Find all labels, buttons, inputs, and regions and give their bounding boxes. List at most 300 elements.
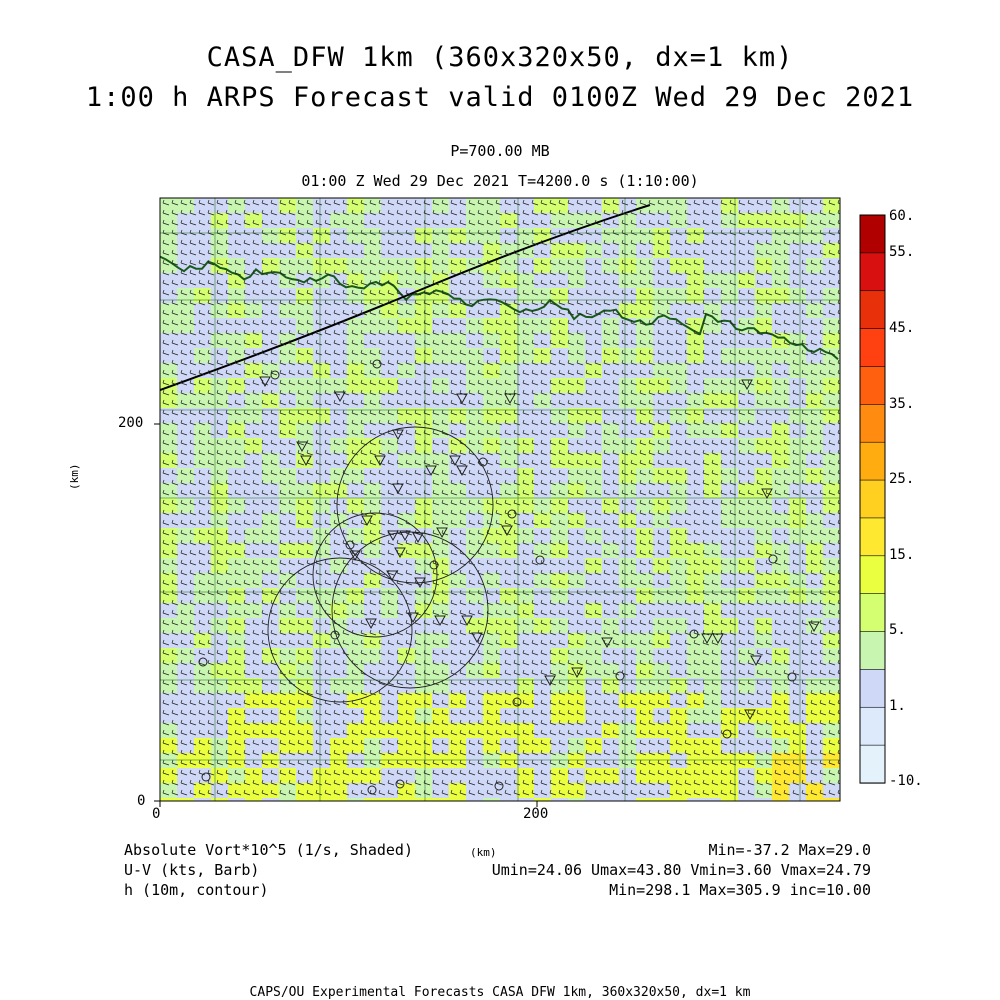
vorticity-cell <box>160 438 178 454</box>
vorticity-cell <box>415 798 433 814</box>
vorticity-cell <box>228 723 246 739</box>
vorticity-cell <box>160 708 178 724</box>
vorticity-cell <box>279 798 297 814</box>
vorticity-cell <box>772 438 790 454</box>
vorticity-cell <box>483 528 501 544</box>
vorticity-cell <box>330 498 348 514</box>
vorticity-cell <box>738 363 756 379</box>
vorticity-cell <box>636 618 654 634</box>
vorticity-cell <box>432 303 450 319</box>
vorticity-cell <box>432 633 450 649</box>
vorticity-cell <box>177 348 195 364</box>
vorticity-cell <box>211 648 229 664</box>
vorticity-cell <box>585 558 603 574</box>
vorticity-cell <box>687 693 705 709</box>
vorticity-cell <box>177 273 195 289</box>
vorticity-cell <box>483 333 501 349</box>
vorticity-cell <box>619 228 637 244</box>
vorticity-cell <box>177 558 195 574</box>
vorticity-cell <box>330 648 348 664</box>
vorticity-cell <box>211 273 229 289</box>
vorticity-cell <box>687 618 705 634</box>
vorticity-cell <box>296 798 314 814</box>
vorticity-cell <box>687 228 705 244</box>
vorticity-cell <box>619 393 637 409</box>
vorticity-cell <box>670 453 688 469</box>
vorticity-cell <box>381 723 399 739</box>
vorticity-cell <box>177 603 195 619</box>
vorticity-cell <box>228 573 246 589</box>
vorticity-cell <box>585 273 603 289</box>
vorticity-cell <box>483 438 501 454</box>
vorticity-cell <box>687 648 705 664</box>
vorticity-cell <box>211 543 229 559</box>
vorticity-cell <box>670 723 688 739</box>
vorticity-cell <box>364 783 382 799</box>
vorticity-cell <box>381 288 399 304</box>
vorticity-cell <box>381 693 399 709</box>
vorticity-cell <box>636 438 654 454</box>
vorticity-cell <box>483 558 501 574</box>
vorticity-cell <box>738 273 756 289</box>
vorticity-cell <box>177 303 195 319</box>
vorticity-cell <box>211 348 229 364</box>
vorticity-cell <box>279 363 297 379</box>
vorticity-cell <box>568 198 586 214</box>
vorticity-cell <box>687 603 705 619</box>
vorticity-cell <box>466 753 484 769</box>
vorticity-cell <box>483 783 501 799</box>
vorticity-cell <box>585 753 603 769</box>
vorticity-cell <box>262 768 280 784</box>
vorticity-cell <box>772 363 790 379</box>
vorticity-cell <box>585 198 603 214</box>
vorticity-cell <box>755 798 773 814</box>
vorticity-cell <box>211 603 229 619</box>
vorticity-cell <box>585 603 603 619</box>
vorticity-cell <box>619 273 637 289</box>
vorticity-cell <box>534 363 552 379</box>
vorticity-cell <box>670 198 688 214</box>
vorticity-cell <box>585 363 603 379</box>
vorticity-cell <box>772 378 790 394</box>
vorticity-cell <box>228 648 246 664</box>
vorticity-cell <box>772 573 790 589</box>
vorticity-cell <box>636 333 654 349</box>
vorticity-cell <box>772 693 790 709</box>
vorticity-cell <box>381 258 399 274</box>
vorticity-cell <box>585 513 603 529</box>
vorticity-cell <box>381 618 399 634</box>
vorticity-cell <box>364 438 382 454</box>
vorticity-cell <box>789 198 807 214</box>
vorticity-cell <box>313 798 331 814</box>
vorticity-cell <box>466 783 484 799</box>
vorticity-cell <box>517 648 535 664</box>
vorticity-cell <box>466 513 484 529</box>
vorticity-cell <box>483 618 501 634</box>
vorticity-cell <box>636 273 654 289</box>
vorticity-cell <box>160 453 178 469</box>
vorticity-cell <box>772 303 790 319</box>
vorticity-cell <box>432 318 450 334</box>
vorticity-cell <box>823 288 841 304</box>
vorticity-cell <box>568 258 586 274</box>
vorticity-cell <box>466 798 484 814</box>
vorticity-cell <box>432 258 450 274</box>
vorticity-cell <box>262 558 280 574</box>
vorticity-cell <box>466 468 484 484</box>
vorticity-cell <box>211 438 229 454</box>
vorticity-cell <box>381 588 399 604</box>
vorticity-cell <box>364 768 382 784</box>
vorticity-cell <box>721 768 739 784</box>
vorticity-cell <box>432 423 450 439</box>
vorticity-cell <box>585 453 603 469</box>
vorticity-cell <box>177 363 195 379</box>
vorticity-cell <box>466 378 484 394</box>
vorticity-cell <box>177 288 195 304</box>
vorticity-cell <box>483 648 501 664</box>
vorticity-cell <box>585 618 603 634</box>
vorticity-cell <box>636 573 654 589</box>
vorticity-cell <box>534 423 552 439</box>
vorticity-cell <box>364 453 382 469</box>
vorticity-cell <box>721 708 739 724</box>
vorticity-cell <box>330 693 348 709</box>
vorticity-cell <box>687 198 705 214</box>
vorticity-cell <box>313 213 331 229</box>
vorticity-cell <box>517 693 535 709</box>
vorticity-cell <box>381 768 399 784</box>
vorticity-cell <box>160 738 178 754</box>
vorticity-cell <box>432 468 450 484</box>
vorticity-cell <box>483 363 501 379</box>
vorticity-cell <box>636 588 654 604</box>
vorticity-cell <box>415 498 433 514</box>
vorticity-cell <box>823 198 841 214</box>
vorticity-cell <box>772 798 790 814</box>
vorticity-cell <box>534 258 552 274</box>
vorticity-cell <box>619 378 637 394</box>
vorticity-cell <box>313 783 331 799</box>
vorticity-cell <box>619 483 637 499</box>
vorticity-cell <box>364 633 382 649</box>
vorticity-cell <box>823 348 841 364</box>
vorticity-cell <box>160 348 178 364</box>
vorticity-cell <box>738 423 756 439</box>
vorticity-cell <box>517 393 535 409</box>
vorticity-cell <box>670 783 688 799</box>
vorticity-cell <box>772 603 790 619</box>
vorticity-cell <box>670 633 688 649</box>
vorticity-cell <box>466 438 484 454</box>
vorticity-cell <box>772 288 790 304</box>
vorticity-cell <box>211 378 229 394</box>
vorticity-cell <box>772 768 790 784</box>
vorticity-cell <box>160 663 178 679</box>
vorticity-cell <box>177 618 195 634</box>
vorticity-cell <box>670 483 688 499</box>
vorticity-cell <box>636 243 654 259</box>
vorticity-cell <box>619 768 637 784</box>
vorticity-cell <box>160 513 178 529</box>
vorticity-cell <box>432 708 450 724</box>
vorticity-cell <box>687 423 705 439</box>
vorticity-cell <box>211 588 229 604</box>
vorticity-cell <box>381 348 399 364</box>
vorticity-cell <box>772 663 790 679</box>
vorticity-cell <box>517 198 535 214</box>
vorticity-cell <box>177 468 195 484</box>
vorticity-cell <box>381 753 399 769</box>
vorticity-cell <box>228 378 246 394</box>
vorticity-cell <box>177 648 195 664</box>
vorticity-cell <box>313 618 331 634</box>
vorticity-cell <box>262 318 280 334</box>
vorticity-cell <box>228 273 246 289</box>
vorticity-cell <box>670 423 688 439</box>
vorticity-cell <box>177 783 195 799</box>
vorticity-cell <box>772 483 790 499</box>
vorticity-cell <box>772 213 790 229</box>
vorticity-cell <box>687 378 705 394</box>
vorticity-cell <box>789 453 807 469</box>
vorticity-cell <box>279 483 297 499</box>
vorticity-cell <box>517 723 535 739</box>
vorticity-cell <box>823 303 841 319</box>
vorticity-cell <box>483 228 501 244</box>
vorticity-cell <box>636 288 654 304</box>
vorticity-cell <box>330 753 348 769</box>
vorticity-cell <box>687 348 705 364</box>
vorticity-cell <box>568 708 586 724</box>
vorticity-cell <box>687 273 705 289</box>
vorticity-cell <box>687 363 705 379</box>
vorticity-cell <box>211 453 229 469</box>
vorticity-cell <box>823 753 841 769</box>
vorticity-cell <box>279 753 297 769</box>
vorticity-cell <box>279 318 297 334</box>
vorticity-cell <box>177 333 195 349</box>
vorticity-cell <box>228 333 246 349</box>
vorticity-cell <box>483 708 501 724</box>
vorticity-cell <box>670 273 688 289</box>
vorticity-cell <box>568 588 586 604</box>
vorticity-cell <box>670 498 688 514</box>
vorticity-cell <box>568 528 586 544</box>
vorticity-cell <box>585 528 603 544</box>
vorticity-cell <box>517 753 535 769</box>
vorticity-cell <box>585 768 603 784</box>
vorticity-cell <box>279 723 297 739</box>
vorticity-cell <box>330 438 348 454</box>
vorticity-cell <box>823 498 841 514</box>
vorticity-cell <box>738 633 756 649</box>
vorticity-cell <box>466 663 484 679</box>
vorticity-cell <box>738 528 756 544</box>
vorticity-cell <box>789 228 807 244</box>
vorticity-cell <box>313 648 331 664</box>
vorticity-cell <box>789 693 807 709</box>
vorticity-cell <box>228 213 246 229</box>
vorticity-cell <box>279 273 297 289</box>
vorticity-cell <box>534 618 552 634</box>
vorticity-cell <box>721 228 739 244</box>
vorticity-cell <box>517 363 535 379</box>
vorticity-cell <box>738 228 756 244</box>
vorticity-cell <box>228 243 246 259</box>
vorticity-cell <box>619 633 637 649</box>
vorticity-cell <box>772 468 790 484</box>
vorticity-cell <box>738 723 756 739</box>
vorticity-cell <box>772 738 790 754</box>
vorticity-cell <box>177 498 195 514</box>
vorticity-cell <box>160 783 178 799</box>
vorticity-cell <box>568 288 586 304</box>
vorticity-cell <box>160 588 178 604</box>
vorticity-cell <box>517 558 535 574</box>
vorticity-cell <box>619 438 637 454</box>
vorticity-cell <box>364 648 382 664</box>
vorticity-cell <box>738 348 756 364</box>
vorticity-cell <box>687 633 705 649</box>
vorticity-cell <box>160 228 178 244</box>
vorticity-cell <box>619 333 637 349</box>
vorticity-cell <box>466 393 484 409</box>
vorticity-cell <box>313 393 331 409</box>
vorticity-cell <box>517 603 535 619</box>
vorticity-cell <box>160 198 178 214</box>
vorticity-cell <box>364 198 382 214</box>
vorticity-cell <box>432 693 450 709</box>
vorticity-cell <box>160 723 178 739</box>
vorticity-cell <box>738 438 756 454</box>
vorticity-cell <box>364 588 382 604</box>
vorticity-cell <box>279 618 297 634</box>
vorticity-cell <box>517 333 535 349</box>
vorticity-cell <box>330 708 348 724</box>
vorticity-cell <box>262 198 280 214</box>
vorticity-cell <box>772 723 790 739</box>
vorticity-cell <box>823 528 841 544</box>
vorticity-cell <box>534 573 552 589</box>
vorticity-field <box>160 198 841 814</box>
vorticity-cell <box>738 588 756 604</box>
vorticity-cell <box>534 483 552 499</box>
vorticity-cell <box>585 483 603 499</box>
vorticity-cell <box>670 648 688 664</box>
vorticity-cell <box>381 243 399 259</box>
vorticity-cell <box>534 738 552 754</box>
vorticity-cell <box>381 543 399 559</box>
vorticity-cell <box>619 288 637 304</box>
vorticity-cell <box>364 318 382 334</box>
vorticity-cell <box>636 663 654 679</box>
vorticity-cell <box>466 573 484 589</box>
vorticity-cell <box>313 753 331 769</box>
vorticity-cell <box>330 198 348 214</box>
vorticity-cell <box>534 648 552 664</box>
vorticity-cell <box>211 423 229 439</box>
vorticity-cell <box>381 438 399 454</box>
vorticity-cell <box>619 798 637 814</box>
vorticity-cell <box>279 303 297 319</box>
vorticity-cell <box>789 663 807 679</box>
vorticity-cell <box>432 753 450 769</box>
vorticity-cell <box>313 708 331 724</box>
vorticity-cell <box>823 378 841 394</box>
vorticity-cell <box>466 618 484 634</box>
vorticity-cell <box>823 213 841 229</box>
vorticity-cell <box>279 243 297 259</box>
vorticity-cell <box>517 273 535 289</box>
vorticity-cell <box>228 198 246 214</box>
vorticity-cell <box>568 798 586 814</box>
vorticity-cell <box>228 618 246 634</box>
vorticity-cell <box>789 378 807 394</box>
vorticity-cell <box>228 798 246 814</box>
vorticity-cell <box>823 663 841 679</box>
vorticity-cell <box>619 543 637 559</box>
vorticity-cell <box>228 738 246 754</box>
vorticity-cell <box>466 363 484 379</box>
vorticity-cell <box>279 438 297 454</box>
vorticity-cell <box>211 303 229 319</box>
vorticity-cell <box>789 753 807 769</box>
vorticity-cell <box>330 663 348 679</box>
vorticity-cell <box>364 243 382 259</box>
vorticity-cell <box>687 738 705 754</box>
vorticity-cell <box>636 708 654 724</box>
vorticity-cell <box>415 768 433 784</box>
vorticity-cell <box>228 783 246 799</box>
vorticity-cell <box>687 258 705 274</box>
vorticity-cell <box>585 438 603 454</box>
vorticity-cell <box>517 513 535 529</box>
vorticity-cell <box>789 468 807 484</box>
vorticity-cell <box>619 423 637 439</box>
vorticity-cell <box>585 243 603 259</box>
vorticity-cell <box>517 618 535 634</box>
vorticity-cell <box>636 303 654 319</box>
vorticity-cell <box>585 663 603 679</box>
vorticity-cell <box>619 348 637 364</box>
vorticity-cell <box>534 213 552 229</box>
vorticity-cell <box>636 558 654 574</box>
vorticity-cell <box>449 798 467 814</box>
vorticity-cell <box>432 738 450 754</box>
vorticity-cell <box>381 333 399 349</box>
vorticity-cell <box>330 228 348 244</box>
vorticity-cell <box>738 738 756 754</box>
vorticity-cell <box>670 693 688 709</box>
vorticity-cell <box>789 783 807 799</box>
vorticity-cell <box>517 348 535 364</box>
vorticity-cell <box>585 648 603 664</box>
vorticity-cell <box>670 243 688 259</box>
vorticity-cell <box>279 198 297 214</box>
vorticity-cell <box>789 588 807 604</box>
vorticity-cell <box>772 558 790 574</box>
vorticity-cell <box>313 663 331 679</box>
vorticity-cell <box>568 498 586 514</box>
vorticity-cell <box>160 768 178 784</box>
vorticity-cell <box>772 318 790 334</box>
vorticity-cell <box>823 333 841 349</box>
vorticity-cell <box>687 483 705 499</box>
vorticity-cell <box>313 498 331 514</box>
